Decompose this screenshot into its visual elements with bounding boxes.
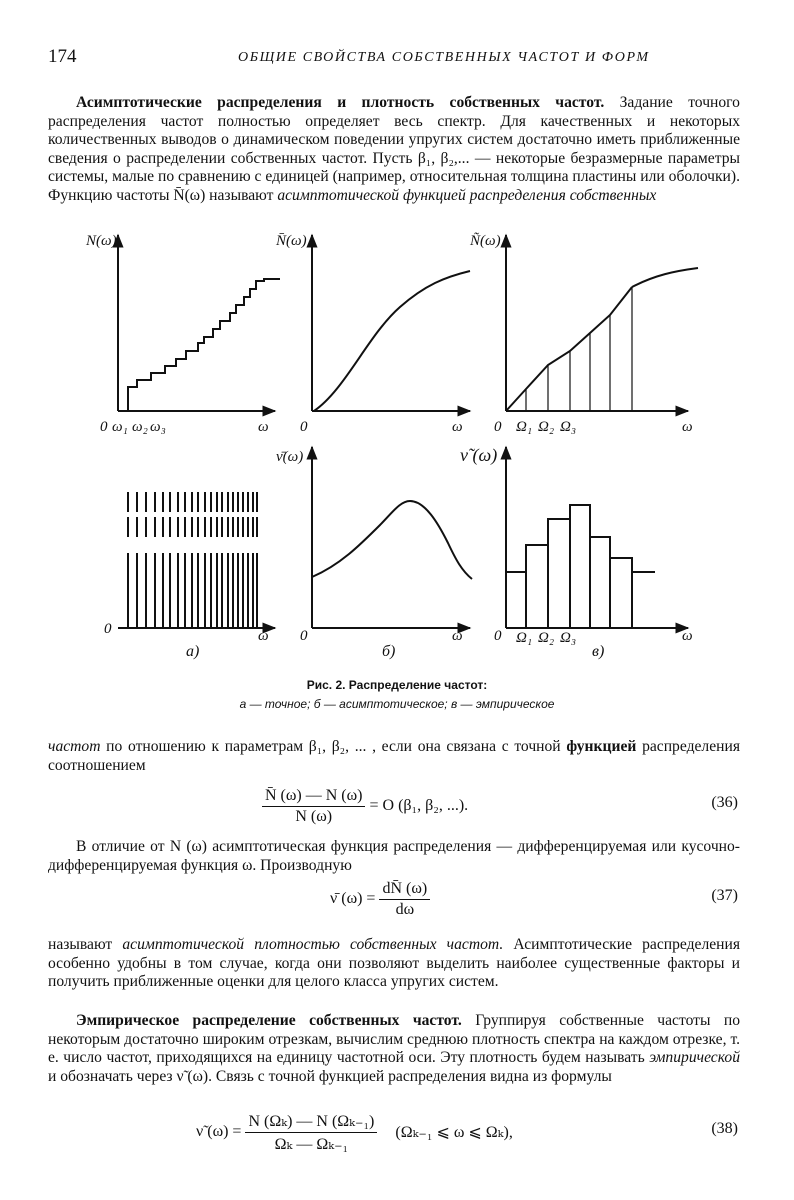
paragraph-text: В отличие от N (ω) асимптотическая функция распределения — дифференцируемая или кусочно-дифференцируемая функция ω. Производную <box>48 838 740 874</box>
paragraph-text: Группируя собственные частоты по некоторым достаточно широким отрезкам, вычислим среднюю плотность спектра на каждом отрезке, т. е. число частот, приходящихся на единицу частотной оси. Эту плотность будем называть <box>48 1012 740 1067</box>
denominator: dω <box>395 900 415 918</box>
paragraph-difference <box>48 838 740 875</box>
label-omega-c1: ω <box>682 419 693 435</box>
equation-number: (37) <box>711 887 738 904</box>
label-zero-a2: 0 <box>104 621 112 637</box>
label-zero-a1: 0 <box>100 419 108 435</box>
paragraph-text: Задание точного распределения частот полностью определяет весь спектр. Для качественных и некоторых количественных выводов о динамическом поведении упругих систем достаточно иметь приближенные сведения о распределении собственных частот. Пусть β₁, β₂,... — некоторые безразмерные параметры системы, малые по сравнению с единицей (например, относительная толщина пластины или оболочки). Функцию частоты N̄(ω) называют <box>48 94 740 204</box>
panel-label-b: б) <box>382 643 396 660</box>
denominator: Ωₖ — Ωₖ₋₁ <box>274 1135 349 1153</box>
paragraph-continuation <box>48 738 740 775</box>
paragraph-density <box>48 936 740 992</box>
equation-lhs: ν̃ (ω) = <box>196 1123 242 1140</box>
paragraph-asymptotic <box>48 94 740 206</box>
numerator: N̄ (ω) — N (ω) <box>262 787 365 807</box>
running-title: ОБЩИЕ СВОЙСТВА СОБСТВЕННЫХ ЧАСТОТ И ФОРМ <box>238 50 650 65</box>
equation-condition: (Ωₖ₋₁ ⩽ ω ⩽ Ωₖ), <box>395 1124 513 1141</box>
numerator: N (Ωₖ) — N (Ωₖ₋₁) <box>245 1111 377 1133</box>
label-omega-b1: ω <box>452 419 463 435</box>
paragraph-italic: частот <box>48 738 101 755</box>
denominator: N (ω) <box>295 807 333 825</box>
panel-label-a: а) <box>186 643 200 660</box>
label-nu-asym: ν̄(ω) <box>276 449 304 465</box>
figure-caption-legend: а — точное; б — асимптотическое; в — эмпирическое <box>239 697 555 711</box>
fraction <box>245 1111 377 1154</box>
paragraph-empirical <box>48 1012 740 1086</box>
vertical-grid-lines <box>526 287 632 411</box>
label-w1: ω₁ <box>112 419 128 435</box>
section-heading-empirical: Эмпирическое распределение собственных частот. <box>76 1012 462 1029</box>
paragraph-italic: эмпирической <box>649 1049 740 1067</box>
label-n-emp: Ñ(ω) <box>470 233 501 249</box>
label-O3-c2: Ω₃ <box>560 630 577 646</box>
page-number: 174 <box>48 46 77 67</box>
paragraph-text: Асимптотические распределения особенно удобны в том случае, когда они позволяют выделить наиболее существенные факторы и получить приближенные оценки для целого класса упругих систем. <box>48 936 741 991</box>
paragraph-text: распределения соотношением <box>48 738 740 774</box>
polyline-empirical-n <box>506 287 632 411</box>
page-header <box>48 46 748 72</box>
label-zero-c1: 0 <box>494 419 502 435</box>
curve-empirical-n-tail <box>632 268 698 287</box>
paragraph-text: по отношению к параметрам β₁, β₂, ... , если она связана с точной <box>100 738 567 755</box>
label-w3: ω₃ <box>150 419 166 435</box>
label-omega-a2: ω <box>258 628 269 644</box>
equation-36 <box>0 782 794 832</box>
label-nu-emp: ν̃ (ω) <box>460 445 498 465</box>
equation-rhs: = O (β₁, β₂, ...). <box>369 797 469 814</box>
label-n-exact: N(ω) <box>86 233 117 249</box>
label-w2: ω₂ <box>132 419 148 435</box>
label-omega-b2: ω <box>452 628 463 644</box>
paragraph-text: и обозначать через ν̃ (ω). Связь с точной функцией распределения видна из формулы <box>48 1067 612 1085</box>
figure-caption-title: Рис. 2. Распределение частот: <box>306 678 488 692</box>
equation-37 <box>0 875 794 925</box>
equation-number: (36) <box>711 794 738 811</box>
label-O2-c2: Ω₂ <box>538 630 555 646</box>
staircase-exact <box>118 279 280 411</box>
histogram-empirical-density <box>506 505 655 628</box>
paragraph-italic: асимптотической плотностью собственных частот. <box>122 936 504 953</box>
label-zero-c2: 0 <box>494 628 502 644</box>
fraction <box>379 880 430 919</box>
label-O1-c2: Ω₁ <box>516 630 533 646</box>
paragraph-italic: асимптотической функцией распределения собственных <box>277 186 657 204</box>
spectrum-lines <box>128 492 257 628</box>
paragraph-text: называют <box>48 936 123 953</box>
label-n-asym: N̄(ω) <box>276 233 307 249</box>
label-O1-c1: Ω₁ <box>516 419 533 435</box>
figure-frequency-distribution <box>0 225 794 675</box>
equation-lhs: ν̄ (ω) = <box>330 890 376 907</box>
paragraph-bold: функцией <box>566 738 637 755</box>
equation-38 <box>0 1108 794 1158</box>
label-O3-c1: Ω₃ <box>560 419 577 435</box>
label-zero-b1: 0 <box>300 419 308 435</box>
section-heading-asymptotic: Асимптотические распределения и плотность собственных частот. <box>76 94 605 111</box>
label-O2-c1: Ω₂ <box>538 419 555 435</box>
curve-asymptotic-n <box>314 271 470 411</box>
panel-label-v: в) <box>592 643 605 660</box>
numerator: dN̄ (ω) <box>379 880 430 900</box>
label-zero-b2: 0 <box>300 628 308 644</box>
equation-number: (38) <box>711 1120 738 1137</box>
label-omega-a1: ω <box>258 419 269 435</box>
label-omega-c2: ω <box>682 628 693 644</box>
curve-asymptotic-density <box>312 501 472 579</box>
fraction <box>262 787 365 826</box>
